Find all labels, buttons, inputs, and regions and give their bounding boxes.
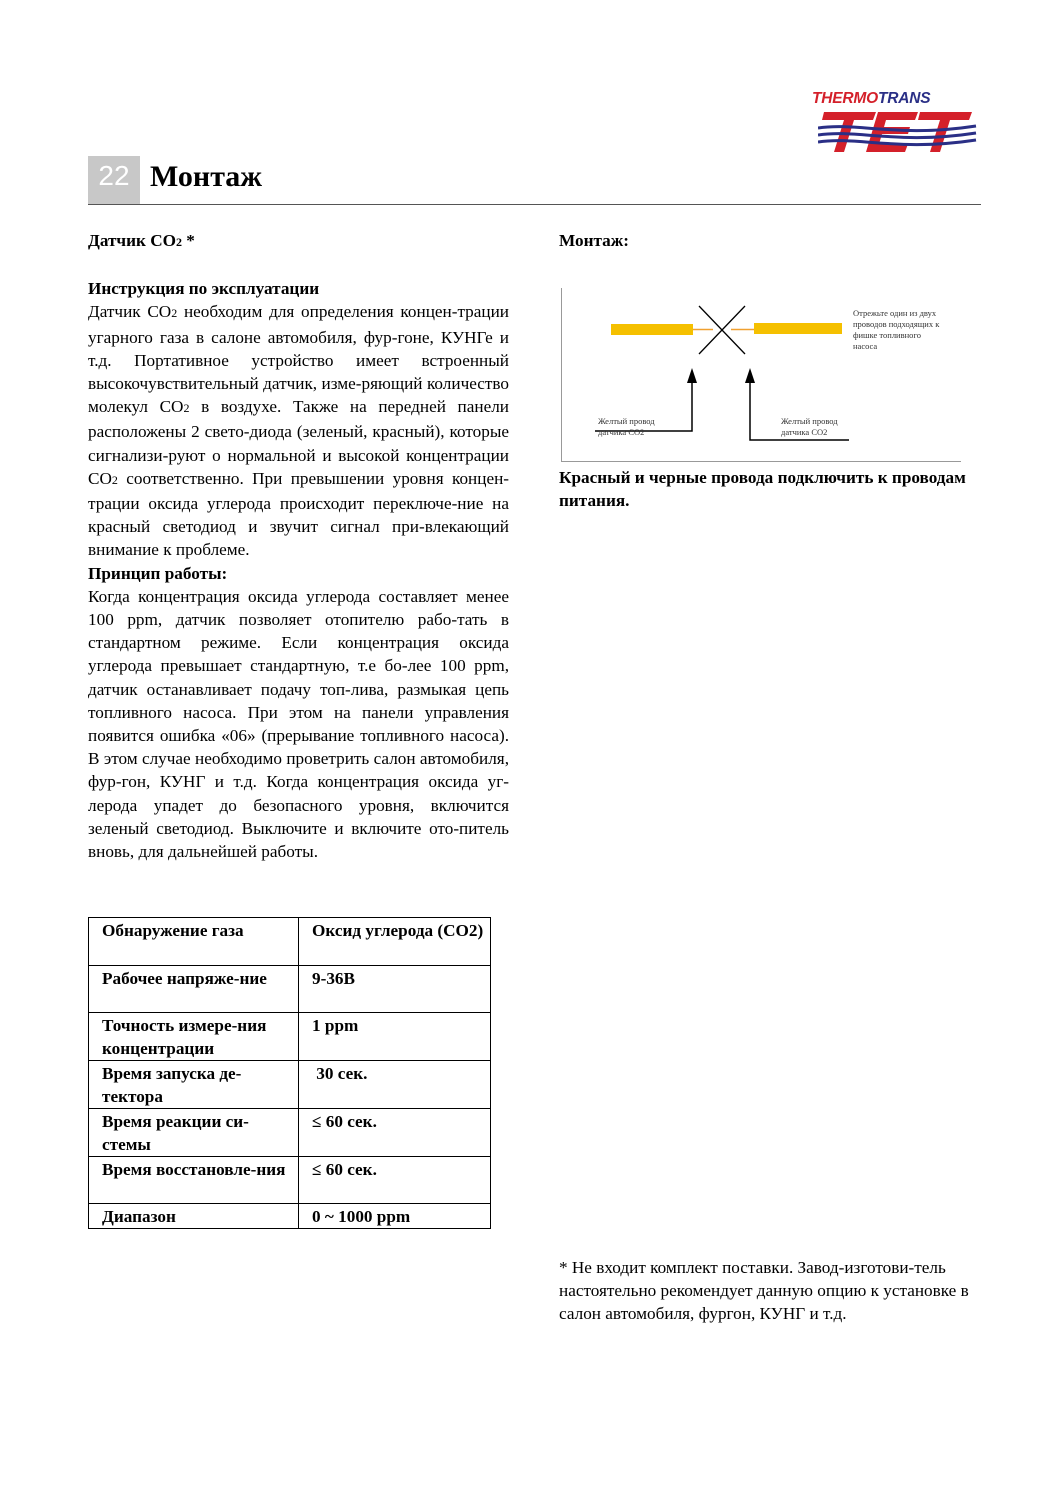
- table-cell-value: ≤ 60 сек.: [299, 1109, 491, 1157]
- instructions-text-3: в воздухе. Также на передней панели расположены 2 свето-диода (зеленый, красный), которые сигнализи-руют о нормальной и высокой концентрации CO: [88, 397, 509, 488]
- table-cell-value: 0 ~ 1000 ppm: [299, 1204, 491, 1229]
- instructions-heading: Инструкция по эксплуатации: [88, 279, 320, 299]
- principle-paragraph: Когда концентрация оксида углерода составляет менее 100 ppm, датчик позволяет отопителю рабо-тать в стандартном режиме. Если концентрация оксида углерода превышает стандартную, т.е бо-лее 100 ppm, датчик останавливает подачу топ-лива, размыкая цепь топливного насоса. При этом на панели управления появится ошибка «06» (прерывание топливного насоса). В этом случае необходимо проветрить салон автомобиля, фур-гон, КУНГ и т.д. Когда концентрация оксида уг-лерода упадет до безопасного уровня, включится зеленый светодиод. Выключите и включите ото-питель вновь, для дальнейшей работы.: [88, 586, 509, 862]
- diagram-note-line: насоса: [853, 341, 878, 351]
- table-row: [89, 918, 491, 966]
- footnote: * Не входит комплект поставки. Завод-изготови-тель настоятельно рекомендует данную опцию к установке в салон автомобиля, фургон, КУНГ и т.д.: [559, 1258, 969, 1324]
- table-row: [89, 1109, 491, 1157]
- diagram-label-left: датчика CO2: [598, 427, 645, 437]
- table-cell-label: Диапазон: [89, 1204, 299, 1229]
- sensor-title-text: Датчик CO: [88, 231, 176, 250]
- instructions-paragraph: [88, 300, 509, 561]
- page-number: 22: [88, 156, 140, 204]
- sensor-title-subscript: 2: [176, 235, 182, 249]
- table-row: [89, 1061, 491, 1109]
- table-cell-label: Время реакции си-стемы: [89, 1109, 299, 1157]
- table-row: [89, 1204, 491, 1229]
- table-cell-label: Рабочее напряже-ние: [89, 966, 299, 1013]
- logo-tet-mark-icon: [818, 108, 978, 154]
- table-row: [89, 966, 491, 1013]
- diagram-caption: Красный и черные провода подключить к проводам питания.: [559, 468, 966, 511]
- diagram-label-right: датчика CO2: [781, 427, 828, 437]
- table-cell-label: Обнаружение газа: [89, 918, 299, 966]
- logo-part-trans: TRANS: [877, 90, 931, 107]
- instructions-subscript-1: 2: [171, 306, 178, 321]
- diagram-label-right: Желтый провод: [781, 416, 838, 426]
- table-cell-label: Точность измере-ния концентрации: [89, 1013, 299, 1061]
- table-cell-label: Время запуска де-тектора: [89, 1061, 299, 1109]
- table-cell-label: Время восстановле-ния: [89, 1157, 299, 1204]
- diagram-label-left: Желтый провод: [598, 416, 655, 426]
- table-cell-value: 30 сек.: [299, 1061, 491, 1109]
- sensor-title: [88, 229, 509, 254]
- instructions-subscript-2: 2: [183, 401, 190, 416]
- table-cell-value: ≤ 60 сек.: [299, 1157, 491, 1204]
- logo-wordmark: [812, 90, 930, 108]
- table-cell-value: 1 ppm: [299, 1013, 491, 1061]
- diagram-note-line: фишке топливного: [853, 330, 921, 340]
- instructions-text-2: необходим для определения концен-трации угарного газа в салоне автомобиля, фур-гоне, КУНГе и т.д. Портативное устройство имеет встроенный высокочувствительный датчик, изме-ряющий количество молекул CO: [88, 302, 509, 417]
- diagram-note-line: Отрежьте один из двух: [853, 308, 937, 318]
- mount-heading: Монтаж:: [559, 231, 629, 250]
- page-title: Монтаж: [150, 160, 263, 193]
- right-column: [559, 229, 979, 252]
- wire-left: [611, 324, 693, 335]
- diagram-note-line: проводов подходящих к: [853, 319, 940, 329]
- wire-right: [754, 323, 842, 334]
- left-column: [88, 229, 509, 863]
- logo-part-thermo: THERMO: [812, 90, 878, 107]
- instructions-text-1: Датчик CO: [88, 302, 172, 322]
- table-row: [89, 1013, 491, 1061]
- brand-logo: [812, 90, 982, 156]
- instructions-text-4: соответственно. При превышении уровня концен-трации оксида углерода происходит переключе-ние на красный светодиод и звучит сигнал при-влекающий внимание к проблеме.: [88, 468, 509, 560]
- table-cell-value: 9-36В: [299, 966, 491, 1013]
- principle-heading: Принцип работы:: [88, 563, 228, 583]
- table-cell-value: Оксид углерода (CO2): [299, 918, 491, 966]
- instructions-subscript-3: 2: [111, 472, 118, 487]
- page-header: [88, 156, 981, 205]
- spec-table: [88, 917, 491, 1229]
- table-row: [89, 1157, 491, 1204]
- wiring-diagram: [561, 288, 961, 463]
- sensor-title-asterisk: *: [182, 231, 195, 250]
